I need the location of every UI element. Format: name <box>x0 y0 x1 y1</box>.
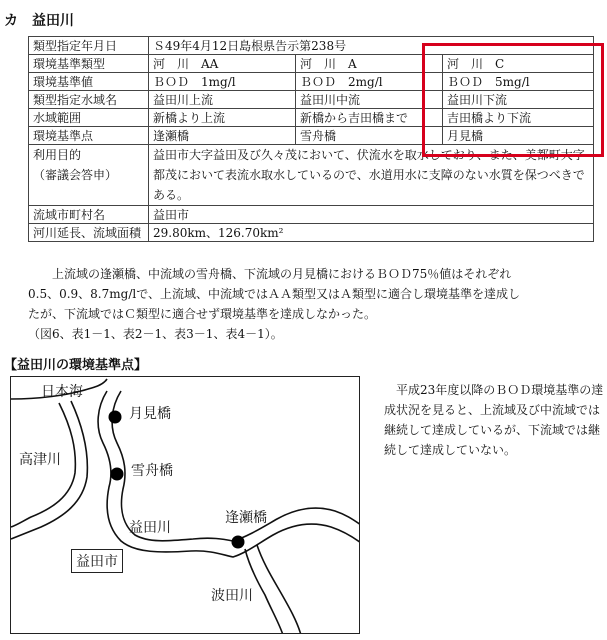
table-cell: 新橋から吉田橋まで <box>296 109 443 127</box>
map-section-title: 【益田川の環境基準点】 <box>4 358 148 373</box>
table-cell: ＢＯＤ 2mg/l <box>296 73 443 91</box>
section-heading: カ 益田川 <box>4 13 74 29</box>
takatsu-river-label: 高津川 <box>19 452 61 468</box>
table-cell: 益田川上流 <box>149 91 296 109</box>
row-label: 類型指定年月日 <box>29 37 149 55</box>
table-cell: Ｓ49年4月12日島根県告示第238号 <box>149 37 594 55</box>
tsukimi-bridge-point <box>109 411 122 424</box>
table-cell: 新橋より上流 <box>149 109 296 127</box>
masuda-river-label: 益田川 <box>129 520 171 536</box>
table-cell: 河 川 AA <box>149 55 296 73</box>
table-row <box>29 206 594 224</box>
achievement-note <box>384 380 604 460</box>
paragraph-line: 上流域の逢瀬橋、中流域の雪舟橋、下流域の月見橋におけるＢＯＤ75％値はそれぞれ <box>52 267 512 281</box>
row-label: 環境基準類型 <box>29 55 149 73</box>
result-paragraph <box>28 264 594 344</box>
table-cell: 益田川中流 <box>296 91 443 109</box>
sea-label: 日本海 <box>41 384 83 400</box>
table-cell: 河 川 A <box>296 55 443 73</box>
ouse-bridge-label: 逢瀬橋 <box>225 510 267 526</box>
city-label: 益田市 <box>71 549 123 573</box>
hata-river-label: 波田川 <box>211 588 253 604</box>
row-label: 環境基準値 <box>29 73 149 91</box>
row-label: 環境基準点 <box>29 127 149 145</box>
table-cell: 月見橋 <box>443 127 594 145</box>
table-cell: 逢瀬橋 <box>149 127 296 145</box>
table-cell: 益田市 <box>149 206 594 224</box>
table-cell: 雪舟橋 <box>296 127 443 145</box>
highlight-box <box>422 43 604 157</box>
row-label: 流域市町村名 <box>29 206 149 224</box>
paragraph-line: 0.5、0.9、8.7mg/lで、上流域、中流域ではＡＡ類型又はＡ類型に適合し環境基準を達成し <box>28 287 520 301</box>
row-label: 河川延長、流域面積 <box>29 224 149 242</box>
sesshu-bridge-point <box>111 468 124 481</box>
tsukimi-bridge-label: 月見橋 <box>129 406 171 422</box>
hata-river-bank <box>257 545 301 634</box>
table-cell: 河 川 C <box>443 55 594 73</box>
row-label: 類型指定水域名 <box>29 91 149 109</box>
row-label-sub: （審議会答申） <box>33 168 118 182</box>
achievement-note-text: 平成23年度以降のＢＯＤ環境基準の達成状況を見ると、上流域及び中流域では継続して達成しているが、下流域では継続して達成していない。 <box>384 383 604 457</box>
sesshu-bridge-label: 雪舟橋 <box>131 463 173 479</box>
table-cell: ＢＯＤ 5mg/l <box>443 73 594 91</box>
river-map <box>10 376 360 634</box>
table-cell: 29.80km、126.70km² <box>149 224 594 242</box>
table-cell: 益田川下流 <box>443 91 594 109</box>
table-cell: 益田市大字益田及び久々茂において、伏流水を取水しており、また、美都町大字都茂において表流水取水しているので、水道用水に支障のない水質を保つべきである。 <box>149 145 594 206</box>
table-cell: 吉田橋より下流 <box>443 109 594 127</box>
row-label: 水域範囲 <box>29 109 149 127</box>
table-cell: ＢＯＤ 1mg/l <box>149 73 296 91</box>
row-label <box>29 145 149 206</box>
table-row <box>29 224 594 242</box>
row-label-main: 利用目的 <box>33 148 82 162</box>
ouse-bridge-point <box>232 536 245 549</box>
paragraph-line: （図6、表1－1、表2－1、表3－1、表4－1）。 <box>28 327 283 341</box>
river-map-drawing <box>11 377 360 634</box>
paragraph-line: たが、下流域ではＣ類型に適合せず環境基準を達成しなかった。 <box>28 307 377 321</box>
